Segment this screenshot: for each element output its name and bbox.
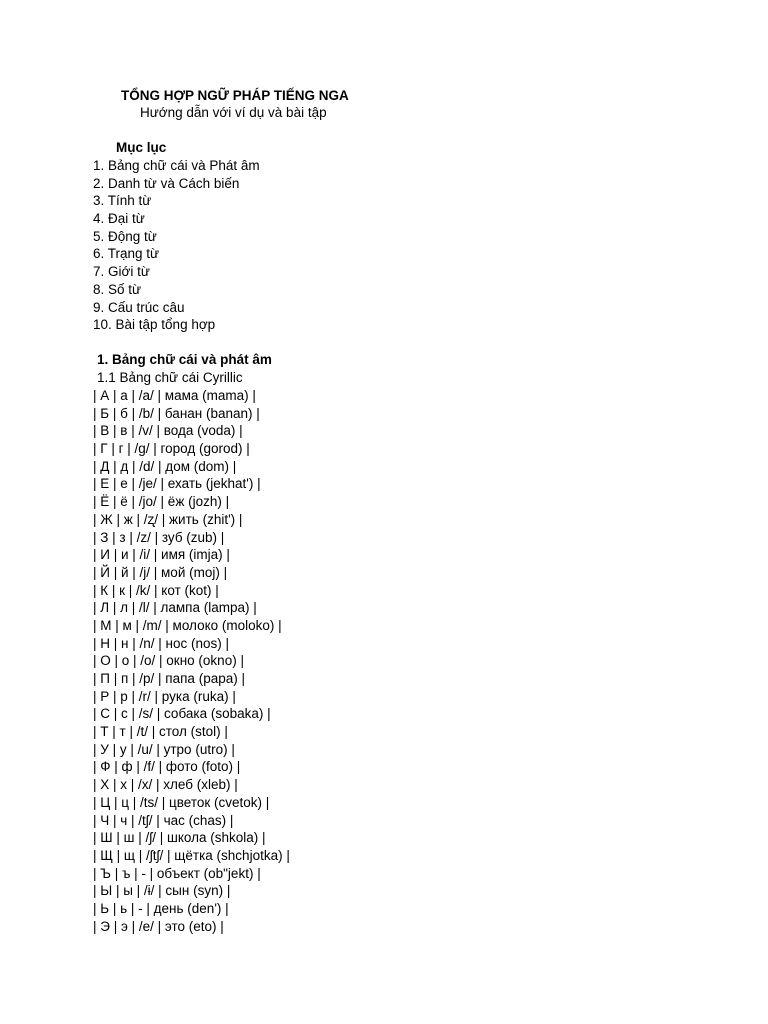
- alphabet-row: | Й | й | /j/ | мой (moj) |: [93, 564, 228, 580]
- toc-item: 7. Giới từ: [93, 264, 150, 280]
- toc-item: 5. Động từ: [93, 228, 157, 244]
- alphabet-row: | Ц | ц | /ts/ | цветок (cvetok) |: [93, 794, 270, 810]
- toc-list: [93, 157, 260, 334]
- section-heading: 1. Bảng chữ cái và phát âm: [97, 352, 272, 367]
- alphabet-row: | Ч | ч | /tʃ/ | час (chas) |: [93, 812, 234, 828]
- alphabet-row: | Ш | ш | /ʃ/ | школа (shkola) |: [93, 830, 266, 846]
- alphabet-row: | В | в | /v/ | вода (voda) |: [93, 423, 243, 439]
- toc-item: 10. Bài tập tổng hợp: [93, 317, 216, 333]
- alphabet-row: | П | п | /p/ | папа (papa) |: [93, 671, 245, 686]
- alphabet-row: | Ё | ё | /jo/ | ёж (jozh) |: [93, 494, 230, 510]
- toc-item: 8. Số từ: [93, 281, 142, 297]
- toc-heading: Mục lục: [116, 140, 167, 155]
- alphabet-row: | Б | б | /b/ | банан (banan) |: [93, 405, 260, 421]
- alphabet-row: | У | у | /u/ | утро (utro) |: [93, 741, 235, 757]
- alphabet-row: | З | з | /z/ | зуб (zub) |: [93, 529, 225, 545]
- alphabet-row: | Ф | ф | /f/ | фото (foto) |: [93, 759, 241, 775]
- alphabet-row: | К | к | /k/ | кот (kot) |: [93, 582, 219, 598]
- alphabet-row: | О | о | /o/ | окно (okno) |: [93, 653, 244, 669]
- alphabet-row: | Ъ | ъ | - | объект (ob"jekt) |: [93, 865, 261, 881]
- alphabet-row: | Ж | ж | /ʐ/ | жить (zhit') |: [93, 511, 243, 527]
- document-title: TỔNG HỢP NGỮ PHÁP TIẾNG NGA: [121, 88, 349, 103]
- alphabet-row: | Д | д | /d/ | дом (dom) |: [93, 458, 237, 474]
- alphabet-row: | Н | н | /n/ | нос (nos) |: [93, 635, 229, 651]
- toc-item: 1. Bảng chữ cái và Phát âm: [93, 158, 260, 173]
- document-subtitle: Hướng dẫn với ví dụ và bài tập: [140, 105, 327, 120]
- toc-item: 3. Tính từ: [93, 193, 152, 209]
- alphabet-row: | Х | х | /x/ | хлеб (xleb) |: [93, 777, 238, 793]
- toc-item: 9. Cấu trúc câu: [93, 299, 185, 315]
- alphabet-row: | Ы | ы | /ɨ/ | сын (syn) |: [93, 883, 231, 899]
- alphabet-row: | Т | т | /t/ | стол (stol) |: [93, 724, 228, 740]
- toc-item: 6. Trạng từ: [93, 246, 160, 262]
- alphabet-row: | А | а | /a/ | мама (mama) |: [93, 388, 256, 403]
- alphabet-row: | Г | г | /g/ | город (gorod) |: [93, 441, 250, 457]
- alphabet-row: | Е | е | /je/ | ехать (jekhat') |: [93, 476, 261, 492]
- alphabet-row: | Л | л | /l/ | лампа (lampa) |: [93, 600, 257, 616]
- alphabet-row: | М | м | /m/ | молоко (moloko) |: [93, 617, 282, 633]
- subsection-heading: 1.1 Bảng chữ cái Cyrillic: [97, 370, 243, 385]
- alphabet-row: | Ь | ь | - | день (den') |: [93, 900, 229, 916]
- alphabet-row: | И | и | /i/ | имя (imja) |: [93, 547, 230, 563]
- alphabet-list: [93, 387, 290, 935]
- alphabet-row: | Э | э | /e/ | это (eto) |: [93, 918, 224, 934]
- alphabet-row: | Щ | щ | /ʃtʃ/ | щётка (shchjotka) |: [93, 847, 290, 863]
- toc-item: 4. Đại từ: [93, 211, 145, 227]
- toc-item: 2. Danh từ và Cách biến: [93, 175, 240, 191]
- alphabet-row: | С | с | /s/ | собака (sobaka) |: [93, 706, 271, 722]
- alphabet-row: | Р | р | /r/ | рука (ruka) |: [93, 688, 236, 704]
